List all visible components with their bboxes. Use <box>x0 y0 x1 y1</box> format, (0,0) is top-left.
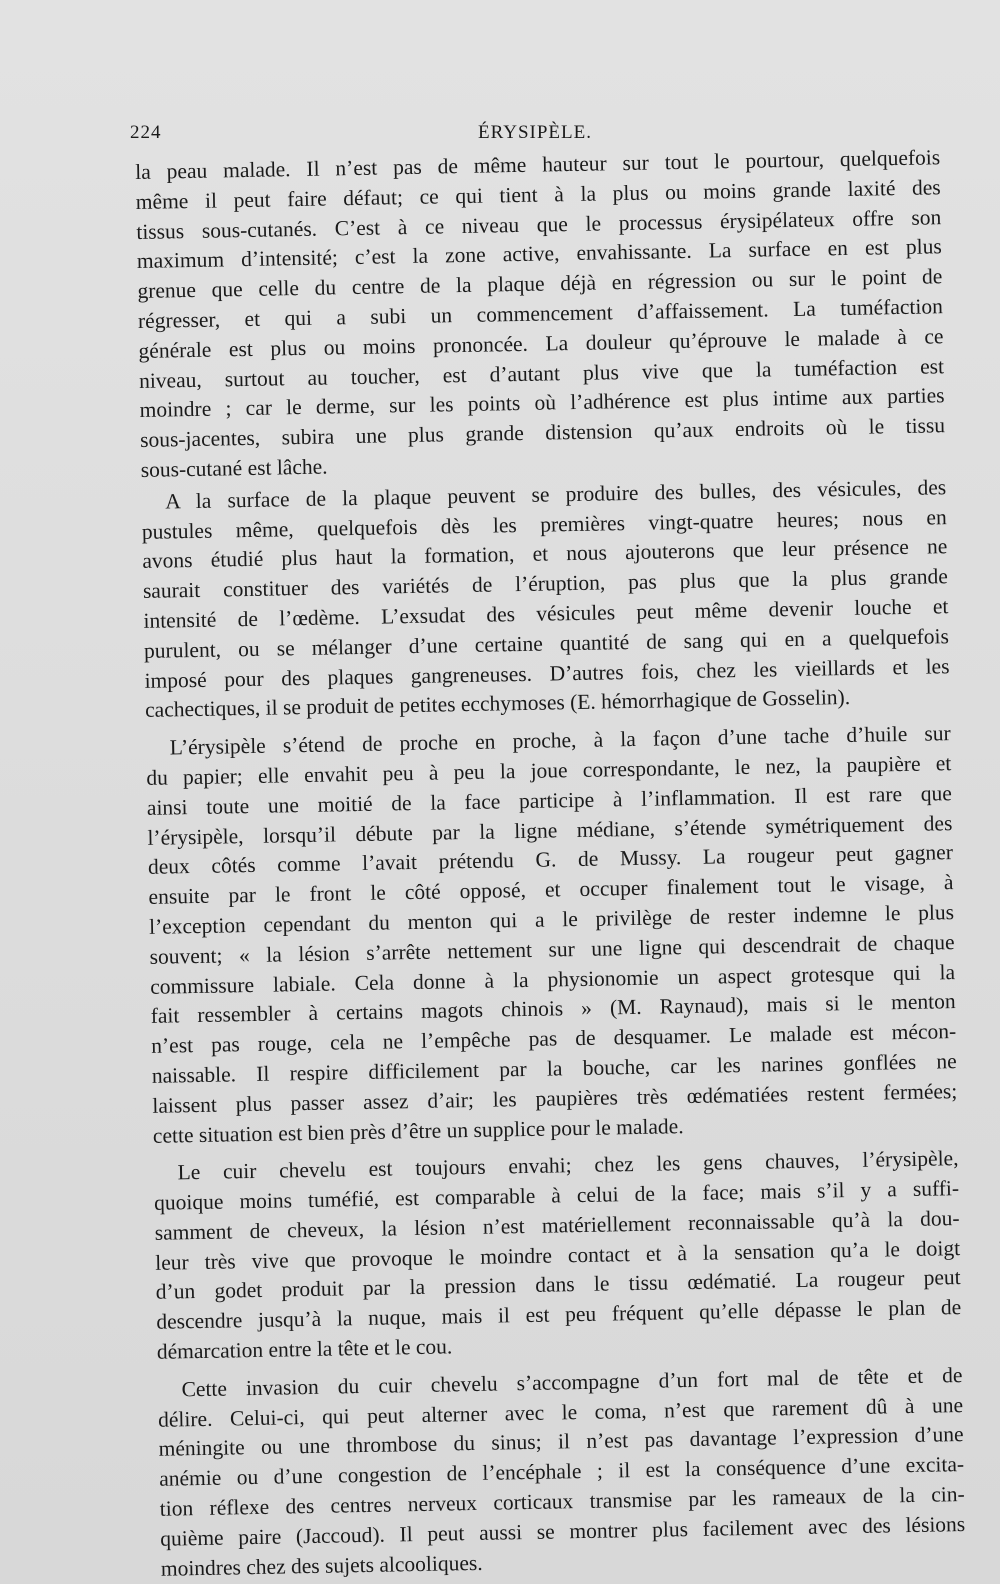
text-line: A la surface de la plaque peuvent se produire des bulles, des vésicules, des <box>165 474 947 514</box>
paragraph <box>153 1144 962 1367</box>
text-line: purulent, ou se mélanger d’une certaine quantité de sang qui en a quelquefois <box>143 623 950 663</box>
text-line: grenue que celle du centre de la plaque déjà en régression ou sur le point de <box>137 264 943 304</box>
text-line: avons étudié plus haut la formation, et nous ajouterons que leur présence ne <box>142 534 948 574</box>
text-line: l’érysipèle, lorsqu’il débute par la ligne médiane, s’étende symétriquement des <box>147 810 953 850</box>
text-line: anémie ou d’une congestion de l’encéphale ; il est la conséquence d’une excita- <box>158 1452 965 1492</box>
text-line: L’érysipèle s’étend de proche en proche, à la façon d’une tache d’huile sur <box>169 721 951 760</box>
text-line: même il peut faire défaut; ce qui tient à la plus ou moins grande laxité des <box>135 175 941 214</box>
text-line: quième paire (Jaccoud). Il peut aussi se montrer plus facilement avec des lésions <box>160 1511 966 1551</box>
page-number: 224 <box>130 122 162 143</box>
body-text <box>135 143 966 1584</box>
text-line: Cette invasion du cuir chevelu s’accompagne d’un fort mal de tête et de <box>181 1362 963 1402</box>
text-line: l’exception cependant du menton qui a le privilège de rester indemne le plus <box>148 900 955 939</box>
text-line: leur très vive que provoque le moindre contact et à la sensation qu’a le doigt <box>155 1235 961 1275</box>
paragraph <box>146 719 959 1151</box>
text-line: d’un godet produit par la pression dans le tissu œdématié. La rougeur peut <box>155 1265 961 1305</box>
text-line: délire. Celui-ci, qui peut alterner avec le coma, n’est que rarement dû à une <box>157 1392 964 1432</box>
text-line: sous-cutané est lâche. <box>140 454 328 482</box>
text-line: naissable. Il respire difficilement par la bouche, car les narines gonflées ne <box>151 1049 957 1088</box>
text-line: fait ressembler à certains magots chinois » (M. Raynaud), mais si le menton <box>150 989 956 1029</box>
text-line: deux côtés comme l’avait prétendu G. de Mussy. La rougeur peut gagner <box>147 840 954 880</box>
text-line: pustules même, quelquefois dès les premières vingt-quatre heures; nous en <box>141 504 947 544</box>
paragraph <box>135 143 946 485</box>
text-line: cette situation est bien près d’être un supplice pour le malade. <box>152 1113 684 1148</box>
text-line: maximum d’intensité; c’est la zone active, envahissante. La surface en est plus <box>136 234 942 274</box>
text-line: imposé pour des plaques gangreneuses. D’autres fois, chez les vieillards et les <box>144 653 950 693</box>
text-line: régresser, et qui a subi un commencement d’affaissement. La tuméfaction <box>137 294 944 333</box>
text-line: sous-jacentes, subira une plus grande distension qu’aux endroits où le tissu <box>139 413 946 453</box>
paragraph <box>141 473 950 726</box>
text-line: ainsi toute une moitié de la face participe à l’inflammation. Il est rare que <box>146 780 952 820</box>
text-line: commissure labiale. Cela donne à la physionomie un aspect grotesque qui la <box>149 959 956 999</box>
text-line: tissus sous-cutanés. C’est à ce niveau que le processus érysipélateux offre son <box>136 204 942 244</box>
text-line: quoique moins tuméfié, est comparable à celui de la face; mais s’il y a suffi- <box>153 1176 960 1215</box>
text-line: moindres chez des sujets alcooliques. <box>160 1550 483 1581</box>
text-line: intensité de l’œdème. L’exsudat des vésicules peut même devenir louche et <box>143 594 949 633</box>
text-line: Le cuir chevelu est toujours envahi; chez les gens chauves, l’érysipèle, <box>177 1146 959 1185</box>
text-line: cachectiques, il se produit de petites ecchymoses (E. hémorrhagique de Gosselin). <box>144 685 851 723</box>
text-line: ensuite par le front le côté opposé, et occuper finalement tout le visage, à <box>148 870 954 909</box>
text-line: niveau, surtout au toucher, est d’autant plus vive que la tuméfaction est <box>138 353 945 393</box>
text-line: descendre jusqu’à la nuque, mais il est peu fréquent qu’elle dépasse le plan de <box>156 1295 962 1335</box>
text-line: moindre ; car le derme, sur les points où l’adhérence est plus intime aux parties <box>139 383 945 423</box>
text-line: méningite ou une thrombose du sinus; il n’est pas davantage l’expression d’une <box>158 1422 964 1462</box>
text-line: saurait constituer des variétés de l’éruption, pas plus que la plus grande <box>142 564 949 604</box>
text-line: démarcation entre la tête et le cou. <box>156 1334 453 1364</box>
text-line: générale est plus ou moins prononcée. La douleur qu’éprouve le malade à ce <box>138 323 944 363</box>
text-line: tion réflexe des centres nerveux corticaux transmise par les rameaux de la cin- <box>159 1482 965 1521</box>
text-line: laissent plus passer assez d’air; les paupières très œdématiées restent fermées; <box>152 1078 958 1118</box>
running-title: ÉRYSIPÈLE. <box>478 122 592 143</box>
text-line: samment de cheveux, la lésion n’est matériellement reconnaissable qu’à la dou- <box>154 1205 960 1245</box>
text-line: du papier; elle envahit peu à peu la joue correspondante, le nez, la paupière et <box>146 751 952 790</box>
text-line: la peau malade. Il n’est pas de même hauteur sur tout le pourtour, quelquefois <box>135 145 941 184</box>
paragraph <box>157 1361 966 1584</box>
text-line: souvent; « la lésion s’arrête nettement sur une ligne qui descendrait de chaque <box>149 929 955 969</box>
text-line: n’est pas rouge, cela ne l’empêche pas de desquamer. Le malade est mécon- <box>151 1019 957 1058</box>
